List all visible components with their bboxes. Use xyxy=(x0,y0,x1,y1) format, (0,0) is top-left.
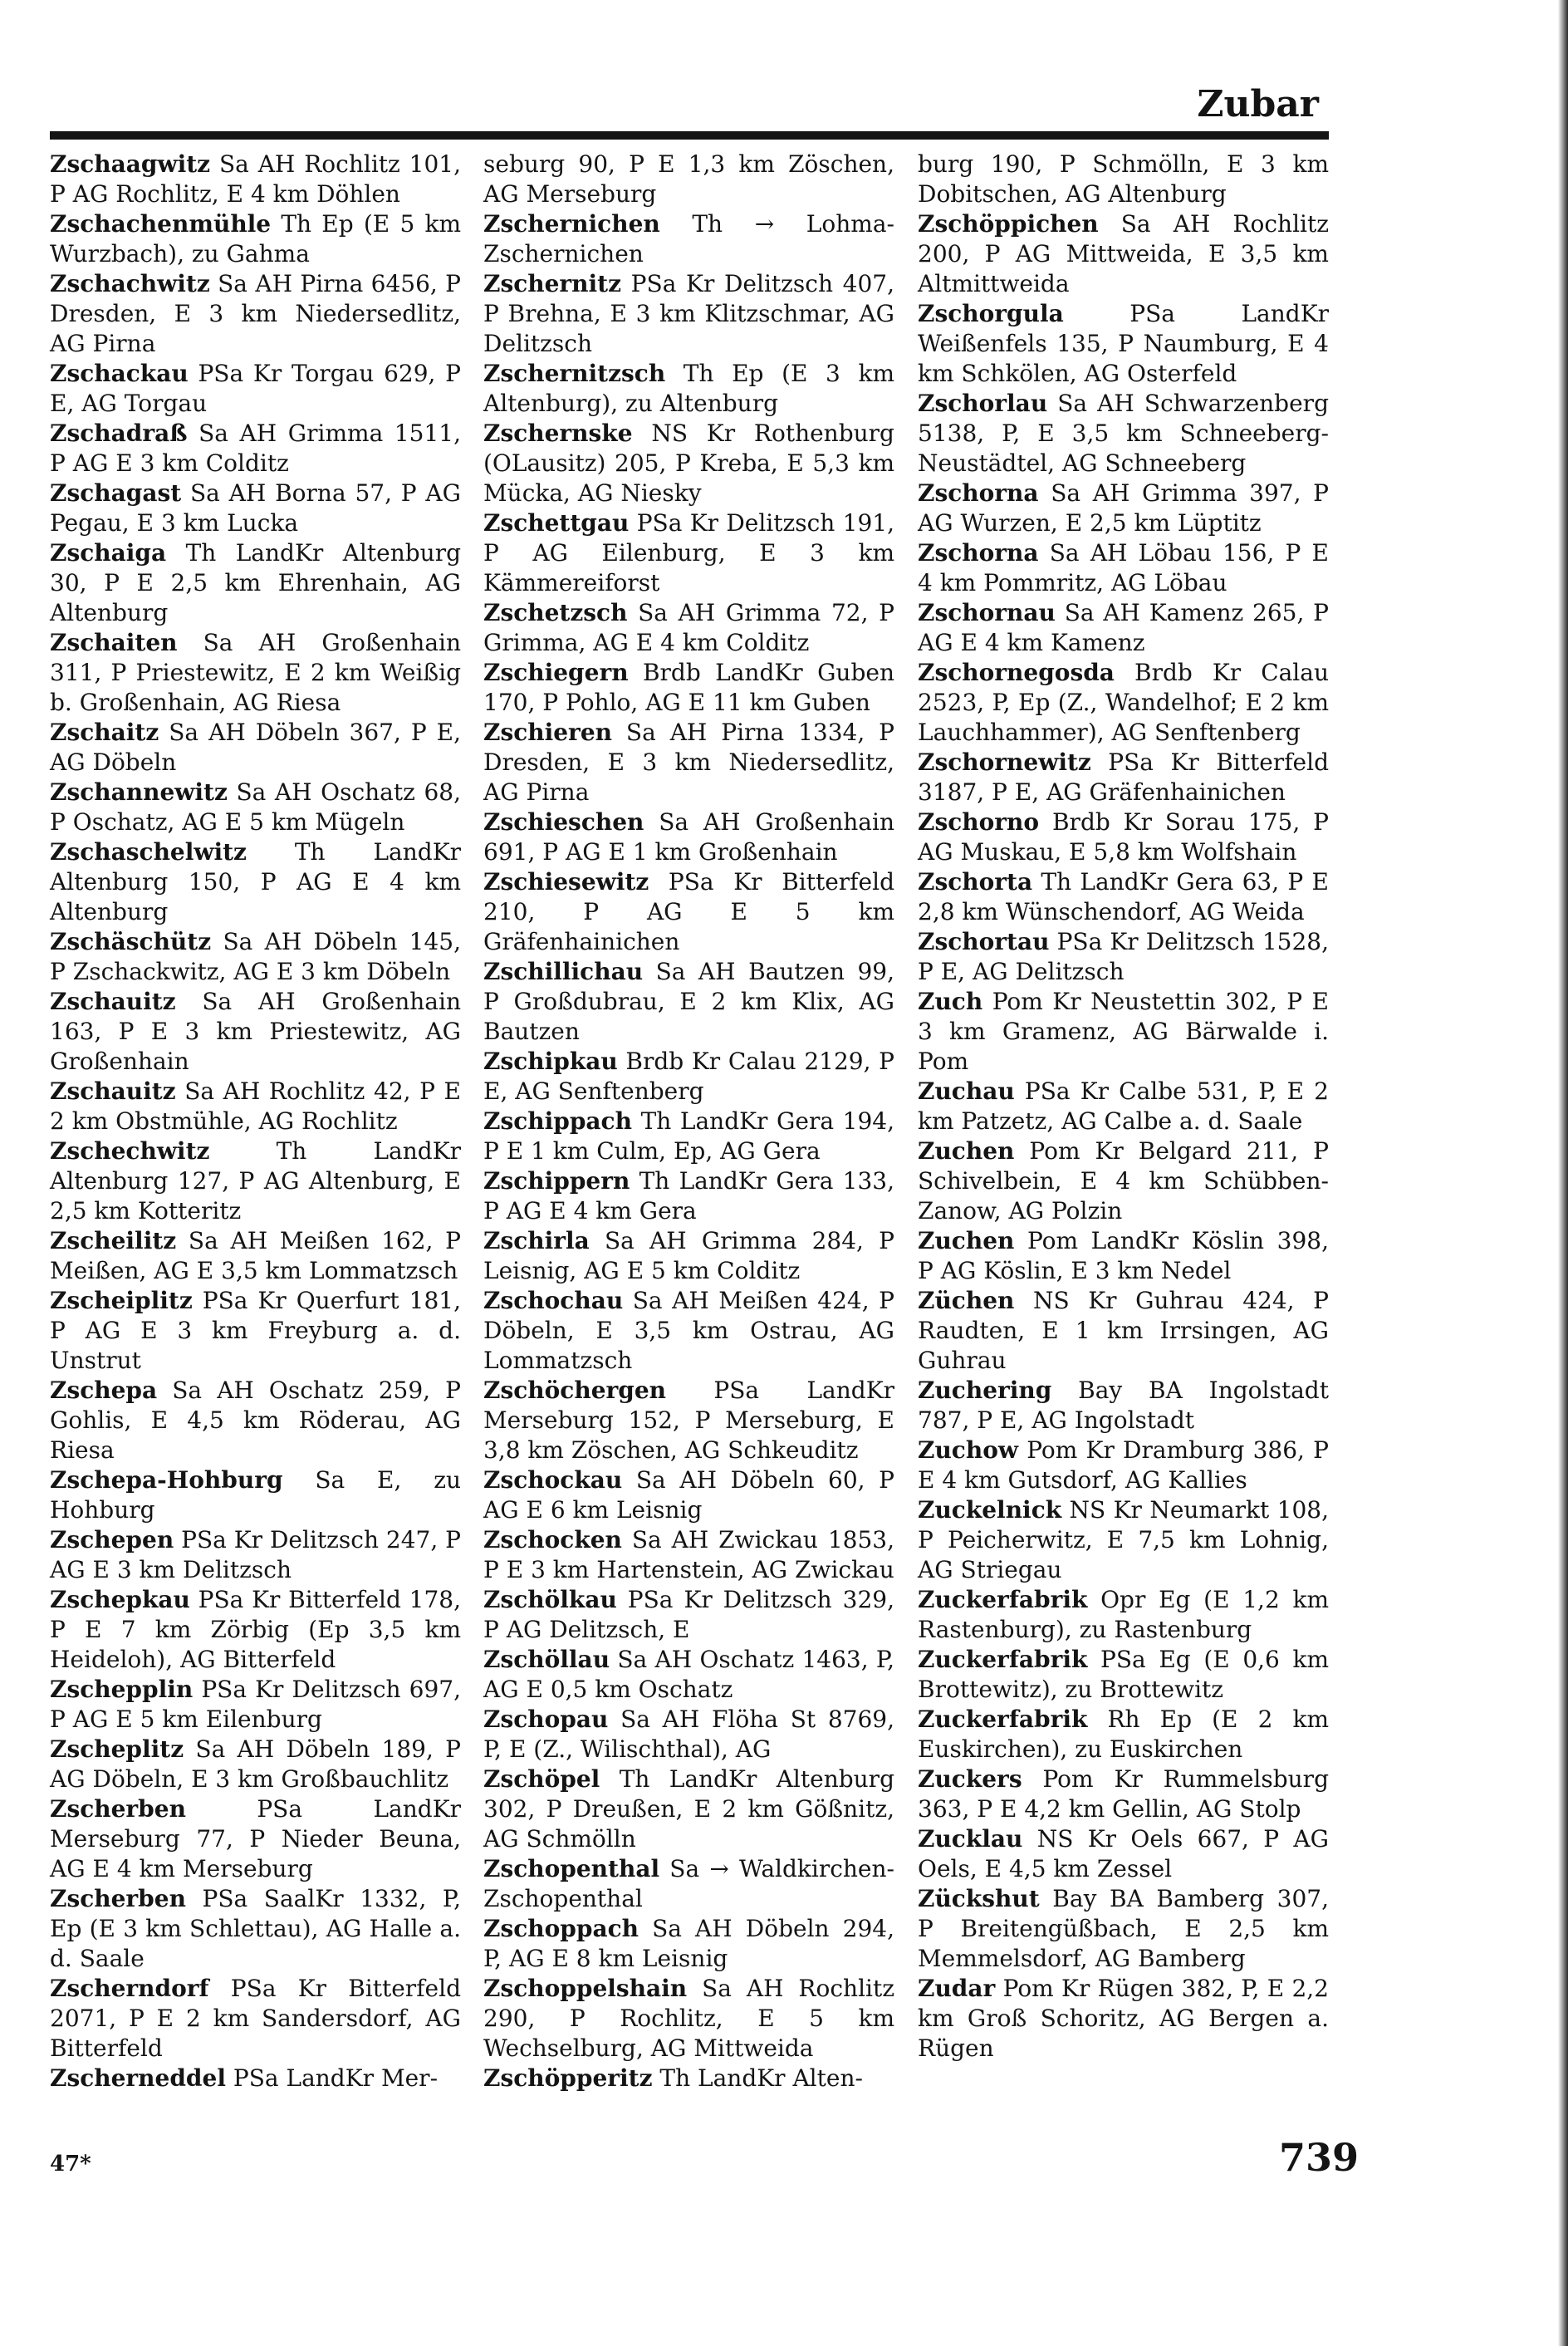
entry-text: Sa AH Döbeln 145, P Zschackwitz, AG E 3 km Döbeln xyxy=(50,928,461,985)
entry-text: Brdb Kr Calau 2129, P E, AG Senftenberg xyxy=(483,1048,894,1105)
entry-headword: Zschiegern xyxy=(483,659,629,686)
gazetteer-entry xyxy=(918,299,1329,389)
entry-text: Sa AH Rochlitz 290, P Rochlitz, E 5 km Wechselburg, AG Mittweida xyxy=(483,1975,894,2062)
entry-text: NS Kr Neumarkt 108, P Peicherwitz, E 7,5 km Lohnig, AG Striegau xyxy=(918,1496,1330,1583)
entry-headword: Zschernske xyxy=(483,420,633,447)
gazetteer-entry xyxy=(918,658,1329,748)
entry-headword: Zschaiten xyxy=(50,629,178,656)
gazetteer-entry xyxy=(483,1376,894,1465)
gazetteer-entry xyxy=(918,867,1329,927)
column-2 xyxy=(483,150,894,2093)
gazetteer-entry xyxy=(918,1645,1329,1705)
entry-headword: Zschorno xyxy=(918,808,1040,836)
entry-headword: Zschäschütz xyxy=(50,928,212,955)
entry-text: Sa AH Borna 57, P AG Pegau, E 3 km Lucka xyxy=(50,479,461,537)
gazetteer-entry xyxy=(483,1226,894,1286)
entry-headword: Zschorgula xyxy=(918,300,1064,327)
entry-headword: Zschettgau xyxy=(483,509,630,537)
gazetteer-entry xyxy=(918,1286,1329,1376)
entry-text: Opr Eg (E 1,2 km Rastenburg), zu Rastenburg xyxy=(918,1586,1329,1643)
entry-text: Sa AH Rochlitz 200, P AG Mittweida, E 3,5 km Altmittweida xyxy=(918,210,1329,297)
entry-headword: Zschorna xyxy=(918,539,1039,567)
entry-headword: Zschepkau xyxy=(50,1586,190,1613)
entry-headword: Zschornau xyxy=(918,599,1056,626)
column-3 xyxy=(918,150,1329,2064)
gazetteer-entry xyxy=(50,1585,461,1675)
entry-headword: Zschieren xyxy=(483,719,612,746)
entry-headword: Zschorlau xyxy=(918,390,1048,417)
entry-text: PSa Eg (E 0,6 km Brottewitz), zu Brottewitz xyxy=(918,1646,1330,1703)
entry-text: NS Kr Guhrau 424, P Raudten, E 1 km Irrsingen, AG Guhrau xyxy=(918,1287,1329,1374)
entry-text: burg 190, P Schmölln, E 3 km Dobitschen, AG Altenburg xyxy=(918,150,1329,208)
entry-headword: Zscherneddel xyxy=(50,2064,226,2092)
entry-text: Sa AH Zwickau 1853, P E 3 km Hartenstein, AG Zwickau xyxy=(483,1526,894,1583)
page-number: 739 xyxy=(1279,2135,1360,2180)
entry-text: PSa Kr Delitzsch 329, P AG Delitzsch, E xyxy=(483,1586,894,1643)
entry-headword: Zschannewitz xyxy=(50,778,228,806)
entry-headword: Zschöpperitz xyxy=(483,2064,653,2092)
gazetteer-entry xyxy=(50,987,461,1077)
entry-text: Rh Ep (E 2 km Euskirchen), zu Euskirchen xyxy=(918,1706,1329,1763)
gazetteer-entry xyxy=(918,748,1329,807)
entry-text: PSa Kr Delitzsch 407, P Brehna, E 3 km Klitzschmar, AG Delitzsch xyxy=(483,270,894,357)
entry-text: PSa Kr Bitterfeld 2071, P E 2 km Sandersdorf, AG Bitterfeld xyxy=(50,1975,462,2062)
gazetteer-entry xyxy=(50,1884,461,1974)
gazetteer-entry xyxy=(918,479,1329,538)
gazetteer-entry xyxy=(483,1047,894,1107)
gazetteer-entry xyxy=(50,1465,461,1525)
gazetteer-entry xyxy=(50,1136,461,1226)
entry-headword: Zuchen xyxy=(918,1227,1015,1254)
gazetteer-entry xyxy=(50,1077,461,1136)
entry-text: Th LandKr Altenburg 150, P AG E 4 km Altenburg xyxy=(50,838,462,925)
entry-headword: Zschauitz xyxy=(50,1077,176,1105)
entry-headword: Zuckerfabrik xyxy=(918,1706,1088,1733)
signature-mark: 47* xyxy=(50,2152,91,2177)
entry-text: PSa LandKr Merseburg 152, P Merseburg, E 3,8 km Zöschen, AG Schkeuditz xyxy=(483,1377,894,1464)
entry-text: Sa AH Meißen 162, P Meißen, AG E 3,5 km Lommatzsch xyxy=(50,1227,461,1284)
entry-headword: Zschopau xyxy=(483,1706,609,1733)
entry-text: Sa AH Großenhain 163, P E 3 km Priestewitz, AG Großenhain xyxy=(50,988,461,1075)
gazetteer-entry xyxy=(50,419,461,479)
entry-text: Sa AH Löbau 156, P E 4 km Pommritz, AG Löbau xyxy=(918,539,1329,596)
entry-text: Bay BA Bamberg 307, P Breitengüßbach, E 2,5 km Memmelsdorf, AG Bamberg xyxy=(918,1885,1329,1972)
entry-headword: Zschachenmühle xyxy=(50,210,272,238)
entry-text: Sa E, zu Hohburg xyxy=(50,1466,461,1524)
entry-headword: Zuckelnick xyxy=(918,1496,1062,1524)
entry-headword: Zschopenthal xyxy=(483,1855,660,1882)
gazetteer-entry xyxy=(50,927,461,987)
entry-headword: Zschechwitz xyxy=(50,1137,210,1165)
gazetteer-entry xyxy=(483,718,894,807)
entry-text: Sa AH Pirna 1334, P Dresden, E 3 km Niedersedlitz, AG Pirna xyxy=(483,719,894,806)
entry-text: Sa AH Bautzen 99, P Großdubrau, E 2 km Klix, AG Bautzen xyxy=(483,958,894,1045)
entry-headword: Zschockau xyxy=(483,1466,623,1494)
entry-headword: Zschiesewitz xyxy=(483,868,649,896)
entry-headword: Zschernichen xyxy=(483,210,660,238)
entry-text: Sa AH Kamenz 265, P AG E 4 km Kamenz xyxy=(918,599,1329,656)
gazetteer-entry xyxy=(918,1585,1329,1645)
entry-headword: Zschepa-Hohburg xyxy=(50,1466,283,1494)
gazetteer-entry xyxy=(50,1794,461,1884)
gazetteer-entry xyxy=(918,1705,1329,1764)
entry-text: Pom Kr Neustettin 302, P E 3 km Gramenz, AG Bärwalde i. Pom xyxy=(918,988,1329,1075)
entry-headword: Zschirla xyxy=(483,1227,590,1254)
column-1 xyxy=(50,150,461,2093)
entry-headword: Zschernitzsch xyxy=(483,360,666,387)
entry-text: Th Ep (E 5 km Wurzbach), zu Gahma xyxy=(50,210,462,267)
gazetteer-entry xyxy=(50,1675,461,1735)
gazetteer-entry xyxy=(50,1735,461,1794)
entry-text: Pom Kr Rummelsburg 363, P E 4,2 km Gellin, AG Stolp xyxy=(918,1765,1329,1823)
gazetteer-entry xyxy=(918,927,1329,987)
entry-headword: Zschillichau xyxy=(483,958,644,985)
entry-headword: Zschoppelshain xyxy=(483,1975,688,2002)
entry-text: seburg 90, P E 1,3 km Zöschen, AG Merseburg xyxy=(483,150,894,208)
entry-text: Pom Kr Belgard 211, P Schivelbein, E 4 km Schübben-Zanow, AG Polzin xyxy=(918,1137,1329,1225)
entry-text: PSa LandKr Merseburg 77, P Nieder Beuna, AG E 4 km Merseburg xyxy=(50,1795,461,1882)
entry-text: Th → Lohma-Zschernichen xyxy=(483,210,894,267)
entry-headword: Zschauitz xyxy=(50,988,176,1015)
entry-headword: Zschöllau xyxy=(483,1646,610,1673)
gazetteer-entry xyxy=(50,837,461,927)
gazetteer-entry xyxy=(918,1376,1329,1436)
entry-text: NS Kr Oels 667, P AG Oels, E 4,5 km Zessel xyxy=(918,1825,1330,1882)
entry-text: NS Kr Rothenburg (OLausitz) 205, P Kreba, E 5,3 km Mücka, AG Niesky xyxy=(483,420,894,507)
entry-headword: Zucklau xyxy=(918,1825,1023,1853)
entry-headword: Zschepplin xyxy=(50,1676,194,1703)
entry-text: Pom Kr Dramburg 386, P E 4 km Gutsdorf, AG Kallies xyxy=(918,1436,1329,1494)
gazetteer-entry xyxy=(483,658,894,718)
header-rule xyxy=(50,131,1329,140)
entry-headword: Zschippern xyxy=(483,1167,630,1195)
entry-text: Sa AH Grimma 397, P AG Wurzen, E 2,5 km Lüptitz xyxy=(918,479,1329,537)
entry-headword: Zschackau xyxy=(50,360,189,387)
entry-text: Th LandKr Altenburg 30, P E 2,5 km Ehrenhain, AG Altenburg xyxy=(50,539,461,626)
entry-headword: Zschachwitz xyxy=(50,270,210,297)
entry-headword: Zückshut xyxy=(918,1885,1040,1912)
gazetteer-entry xyxy=(50,1226,461,1286)
gazetteer-entry xyxy=(483,1645,894,1705)
entry-text: Sa AH Meißen 424, P Döbeln, E 3,5 km Ostrau, AG Lommatzsch xyxy=(483,1287,894,1374)
gazetteer-entry xyxy=(483,867,894,957)
entry-headword: Zschaiga xyxy=(50,539,167,567)
entry-text: Th LandKr Altenburg 127, P AG Altenburg, E 2,5 km Kotteritz xyxy=(50,1137,461,1225)
entry-text: Sa AH Rochlitz 42, P E 2 km Obstmühle, AG Rochlitz xyxy=(50,1077,461,1135)
entry-headword: Zschornegosda xyxy=(918,659,1115,686)
entry-headword: Zschieschen xyxy=(483,808,644,836)
entry-text: PSa Kr Delitzsch 247, P AG E 3 km Delitzsch xyxy=(50,1526,461,1583)
entry-headword: Zuchering xyxy=(918,1377,1052,1404)
entry-headword: Zscheiplitz xyxy=(50,1287,193,1314)
gazetteer-entry xyxy=(918,150,1329,209)
gazetteer-entry xyxy=(918,1974,1329,2064)
gazetteer-entry xyxy=(50,2064,461,2093)
gazetteer-entry xyxy=(918,1226,1329,1286)
entry-text: Sa AH Grimma 72, P Grimma, AG E 4 km Colditz xyxy=(483,599,894,656)
gazetteer-entry xyxy=(918,209,1329,299)
gazetteer-entry xyxy=(918,1436,1329,1495)
entry-text: Th LandKr Alten- xyxy=(659,2064,863,2092)
entry-headword: Zschortau xyxy=(918,928,1050,955)
gazetteer-entry xyxy=(483,150,894,209)
gazetteer-columns xyxy=(50,150,1329,2177)
gazetteer-entry xyxy=(918,807,1329,867)
gazetteer-entry xyxy=(483,2064,894,2093)
entry-text: Sa AH Pirna 6456, P Dresden, E 3 km Niedersedlitz, AG Pirna xyxy=(50,270,461,357)
entry-headword: Zschipkau xyxy=(483,1048,618,1075)
gazetteer-entry xyxy=(483,1465,894,1525)
entry-text: PSa Kr Querfurt 181, P AG E 3 km Freyburg a. d. Unstrut xyxy=(50,1287,461,1374)
entry-headword: Zschadraß xyxy=(50,420,188,447)
gazetteer-entry xyxy=(483,1705,894,1764)
entry-text: Th LandKr Gera 194, P E 1 km Culm, Ep, AG Gera xyxy=(483,1107,894,1165)
entry-text: Sa AH Großenhain 691, P AG E 1 km Großenhain xyxy=(483,808,894,866)
entry-headword: Zuch xyxy=(918,988,983,1015)
entry-text: PSa LandKr Mer- xyxy=(233,2064,439,2092)
entry-headword: Zschaschelwitz xyxy=(50,838,247,866)
entry-headword: Zschocken xyxy=(483,1526,622,1553)
entry-headword: Zschepen xyxy=(50,1526,174,1553)
entry-text: Th Ep (E 3 km Altenburg), zu Altenburg xyxy=(483,360,894,417)
entry-headword: Zschöchergen xyxy=(483,1377,667,1404)
gazetteer-entry xyxy=(483,209,894,269)
entry-text: Pom Kr Rügen 382, P, E 2,2 km Groß Schoritz, AG Bergen a. Rügen xyxy=(918,1975,1329,2062)
gazetteer-entry xyxy=(483,1914,894,1974)
gazetteer-entry xyxy=(50,209,461,269)
running-head: Zubar xyxy=(1197,83,1319,125)
entry-headword: Zschornewitz xyxy=(918,748,1091,776)
entry-headword: Zschoppach xyxy=(483,1915,639,1942)
entry-text: Brdb Kr Sorau 175, P AG Muskau, E 5,8 km Wolfshain xyxy=(918,808,1330,866)
entry-headword: Zuckerfabrik xyxy=(918,1646,1088,1673)
entry-headword: Zschölkau xyxy=(483,1586,617,1613)
entry-text: PSa Kr Bitterfeld 178, P E 7 km Zörbig (Ep 3,5 km Heideloh), AG Bitterfeld xyxy=(50,1586,461,1673)
gazetteer-entry xyxy=(918,1764,1329,1824)
gazetteer-entry xyxy=(483,1585,894,1645)
entry-text: Brdb Kr Calau 2523, P, Ep (Z., Wandelhof; E 2 km Lauchhammer), AG Senftenberg xyxy=(918,659,1329,746)
entry-text: PSa Kr Torgau 629, P E, AG Torgau xyxy=(50,360,462,417)
entry-headword: Züchen xyxy=(918,1287,1015,1314)
entry-text: Sa AH Rochlitz 101, P AG Rochlitz, E 4 km Döhlen xyxy=(50,150,461,208)
entry-headword: Zschochau xyxy=(483,1287,624,1314)
entry-headword: Zschippach xyxy=(483,1107,632,1135)
gazetteer-entry xyxy=(918,598,1329,658)
entry-headword: Zudar xyxy=(918,1975,996,2002)
page-edge-shadow xyxy=(1558,0,1568,2346)
entry-text: Bay BA Ingolstadt 787, P E, AG Ingolstadt xyxy=(918,1377,1329,1434)
gazetteer-entry xyxy=(483,269,894,359)
entry-text: PSa SaalKr 1332, P, Ep (E 3 km Schlettau), AG Halle a. d. Saale xyxy=(50,1885,461,1972)
gazetteer-entry xyxy=(483,1974,894,2064)
gazetteer-entry xyxy=(918,1884,1329,1974)
entry-headword: Zschepa xyxy=(50,1377,158,1404)
entry-headword: Zschagast xyxy=(50,479,182,507)
gazetteer-entry xyxy=(50,269,461,359)
entry-text: Sa AH Oschatz 259, P Gohlis, E 4,5 km Röderau, AG Riesa xyxy=(50,1377,461,1464)
entry-headword: Zschetzsch xyxy=(483,599,628,626)
gazetteer-entry xyxy=(918,389,1329,479)
entry-text: Sa → Waldkirchen-Zschopenthal xyxy=(483,1855,894,1912)
entry-headword: Zschöpel xyxy=(483,1765,600,1793)
gazetteer-entry xyxy=(50,718,461,778)
gazetteer-entry xyxy=(918,1824,1329,1884)
gazetteer-entry xyxy=(50,1974,461,2064)
entry-headword: Zschernitz xyxy=(483,270,622,297)
gazetteer-entry xyxy=(50,1376,461,1465)
entry-text: Sa AH Schwarzenberg 5138, P, E 3,5 km Schneeberg-Neustädtel, AG Schneeberg xyxy=(918,390,1329,477)
entry-text: Sa AH Döbeln 60, P AG E 6 km Leisnig xyxy=(483,1466,894,1524)
gazetteer-entry xyxy=(483,508,894,598)
entry-headword: Zscheplitz xyxy=(50,1735,184,1763)
entry-headword: Zuchau xyxy=(918,1077,1015,1105)
entry-text: PSa LandKr Weißenfels 135, P Naumburg, E 4 km Schkölen, AG Osterfeld xyxy=(918,300,1329,387)
entry-text: Sa AH Döbeln 294, P, AG E 8 km Leisnig xyxy=(483,1915,894,1972)
entry-headword: Zscherben xyxy=(50,1795,186,1823)
entry-headword: Zuckerfabrik xyxy=(918,1586,1088,1613)
entry-text: PSa Kr Bitterfeld 3187, P E, AG Gräfenhainichen xyxy=(918,748,1330,806)
entry-text: Sa AH Flöha St 8769, P, E (Z., Wilischthal), AG xyxy=(483,1706,894,1763)
gazetteer-entry xyxy=(483,1166,894,1226)
gazetteer-entry xyxy=(483,1286,894,1376)
gazetteer-entry xyxy=(483,419,894,508)
entry-text: Sa AH Döbeln 367, P E, AG Döbeln xyxy=(50,719,462,776)
entry-headword: Zschaagwitz xyxy=(50,150,211,178)
gazetteer-entry xyxy=(50,1525,461,1585)
gazetteer-entry xyxy=(483,598,894,658)
entry-headword: Zuchow xyxy=(918,1436,1018,1464)
gazetteer-entry xyxy=(918,1136,1329,1226)
entry-headword: Zuchen xyxy=(918,1137,1015,1165)
gazetteer-entry xyxy=(50,628,461,718)
gazetteer-entry xyxy=(50,479,461,538)
gazetteer-entry xyxy=(50,1286,461,1376)
gazetteer-entry xyxy=(483,1525,894,1585)
entry-text: PSa Kr Bitterfeld 210, P AG E 5 km Gräfenhainichen xyxy=(483,868,894,955)
entry-headword: Zschorna xyxy=(918,479,1039,507)
entry-text: PSa Kr Delitzsch 191, P AG Eilenburg, E 3 km Kämmereiforst xyxy=(483,509,894,596)
gazetteer-entry xyxy=(483,1107,894,1166)
entry-text: Sa AH Oschatz 68, P Oschatz, AG E 5 km Mügeln xyxy=(50,778,461,836)
entry-text: Sa AH Oschatz 1463, P, AG E 0,5 km Oschatz xyxy=(483,1646,894,1703)
entry-headword: Zscheilitz xyxy=(50,1227,177,1254)
entry-headword: Zscherben xyxy=(50,1885,186,1912)
entry-text: Sa AH Grimma 284, P Leisnig, AG E 5 km Colditz xyxy=(483,1227,894,1284)
gazetteer-entry xyxy=(483,359,894,419)
entry-text: Th LandKr Altenburg 302, P Dreußen, E 2 km Gößnitz, AG Schmölln xyxy=(483,1765,894,1853)
gazetteer-entry xyxy=(50,538,461,628)
gazetteer-entry xyxy=(483,1764,894,1854)
gazetteer-entry xyxy=(483,807,894,867)
gazetteer-entry xyxy=(50,359,461,419)
gazetteer-entry xyxy=(483,957,894,1047)
gazetteer-entry xyxy=(918,1077,1329,1136)
entry-text: PSa Kr Delitzsch 697, P AG E 5 km Eilenburg xyxy=(50,1676,461,1733)
entry-text: PSa Kr Delitzsch 1528, P E, AG Delitzsch xyxy=(918,928,1329,985)
gazetteer-entry xyxy=(918,538,1329,598)
entry-headword: Zschorta xyxy=(918,868,1033,896)
gazetteer-entry xyxy=(483,1854,894,1914)
entry-text: Sa AH Grimma 1511, P AG E 3 km Colditz xyxy=(50,420,462,477)
entry-text: Th LandKr Gera 63, P E 2,8 km Wünschendorf, AG Weida xyxy=(918,868,1329,925)
entry-text: Th LandKr Gera 133, P AG E 4 km Gera xyxy=(483,1167,894,1225)
entry-text: Pom LandKr Köslin 398, P AG Köslin, E 3 km Nedel xyxy=(918,1227,1329,1284)
gazetteer-entry xyxy=(50,150,461,209)
entry-text: Sa AH Döbeln 189, P AG Döbeln, E 3 km Großbauchlitz xyxy=(50,1735,461,1793)
entry-headword: Zschaitz xyxy=(50,719,159,746)
entry-text: Brdb LandKr Guben 170, P Pohlo, AG E 11 km Guben xyxy=(483,659,894,716)
entry-text: Sa AH Großenhain 311, P Priestewitz, E 2 km Weißig b. Großenhain, AG Riesa xyxy=(50,629,461,716)
gazetteer-entry xyxy=(918,1495,1329,1585)
entry-text: PSa Kr Calbe 531, P, E 2 km Patzetz, AG Calbe a. d. Saale xyxy=(918,1077,1329,1135)
entry-headword: Zschöppichen xyxy=(918,210,1099,238)
entry-headword: Zuckers xyxy=(918,1765,1022,1793)
gazetteer-entry xyxy=(918,987,1329,1077)
entry-headword: Zscherndorf xyxy=(50,1975,209,2002)
gazetteer-entry xyxy=(50,778,461,837)
